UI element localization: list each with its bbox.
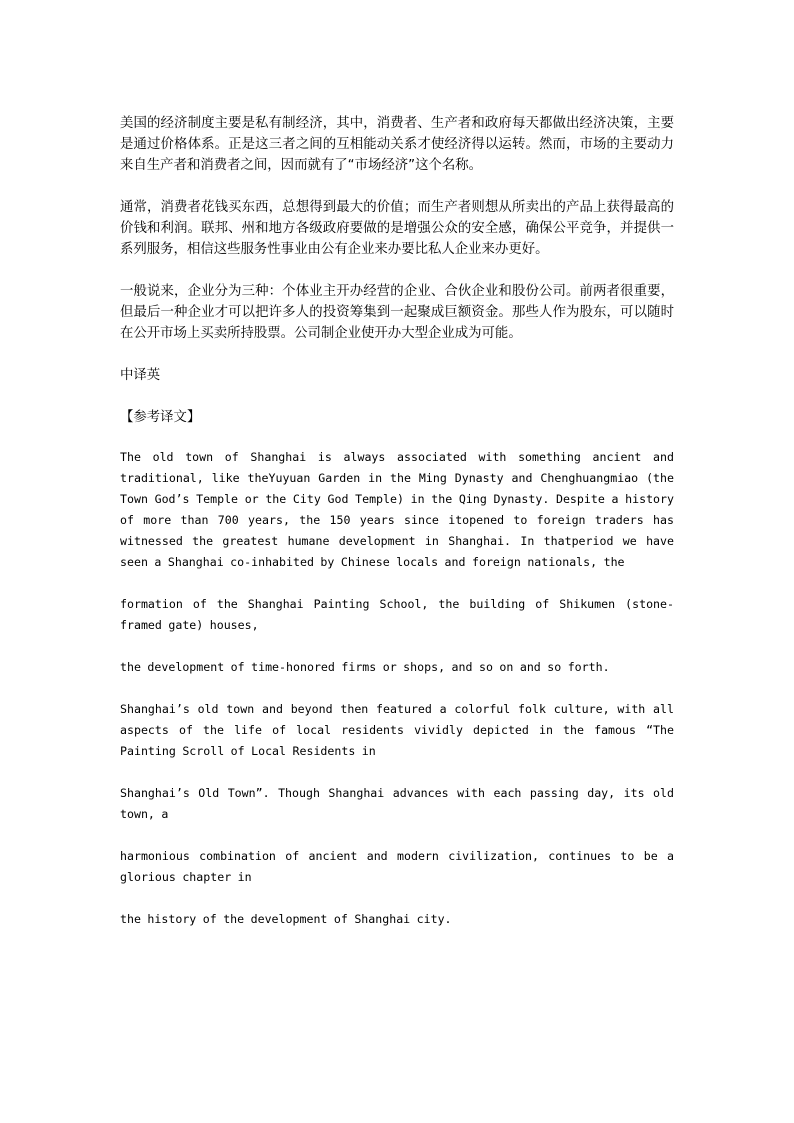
- english-paragraph-6: harmonious combination of ancient and modern civilization, continues to be a glorious chapter in: [120, 849, 674, 884]
- english-paragraph-4: Shanghai’s old town and beyond then featured a colorful folk culture, with all aspects of the life of local residents vividly depicted in the famous “The Painting Scroll of Local Residents in: [120, 702, 674, 758]
- section-label: 中译英: [120, 368, 161, 383]
- english-paragraph-1: The old town of Shanghai is always associated with something ancient and traditional, like theYuyuan Garden in the Ming Dynasty and Chenghuangmiao (the Town God’s Temple or the City God Temple) in the Qing Dynasty. Despite a history of more than 700 years, the 150 years since itopened to foreign traders has witnessed the greatest humane development in Shanghai. In thatperiod we have seen a Shanghai co-inhabited by Chinese locals and foreign nationals, the: [120, 450, 674, 569]
- document-page: [120, 113, 674, 930]
- chinese-paragraph-3: 一般说来，企业分为三种：个体业主开办经营的企业、合伙企业和股份公司。前两者很重要，但最后一种企业才可以把许多人的投资筹集到一起聚成巨额资金。那些人作为股东，可以随时在公开市场上买卖所持股票。公司制企业使开办大型企业成为可能。: [120, 284, 674, 341]
- english-paragraph-3: the development of time-honored firms or shops, and so on and so forth.: [120, 660, 610, 674]
- reference-heading: 【参考译文】: [120, 410, 201, 425]
- chinese-paragraph-2: 通常，消费者花钱买东西，总想得到最大的价值；而生产者则想从所卖出的产品上获得最高的价钱和利润。联邦、州和地方各级政府要做的是增强公众的安全感，确保公平竞争，并提供一系列服务，相信这些服务性事业由公有企业来办要比私人企业来办更好。: [120, 200, 674, 257]
- english-paragraph-2: formation of the Shanghai Painting School, the building of Shikumen (stone-framed gate) houses,: [120, 597, 674, 632]
- english-paragraph-5: Shanghai’s Old Town”. Though Shanghai advances with each passing day, its old town, a: [120, 786, 674, 821]
- english-paragraph-7: the history of the development of Shanghai city.: [120, 912, 452, 926]
- chinese-paragraph-1: 美国的经济制度主要是私有制经济，其中，消费者、生产者和政府每天都做出经济决策，主要是通过价格体系。正是这三者之间的互相能动关系才使经济得以运转。然而，市场的主要动力来自生产者和消费者之间，因而就有了“市场经济”这个名称。: [120, 116, 674, 173]
